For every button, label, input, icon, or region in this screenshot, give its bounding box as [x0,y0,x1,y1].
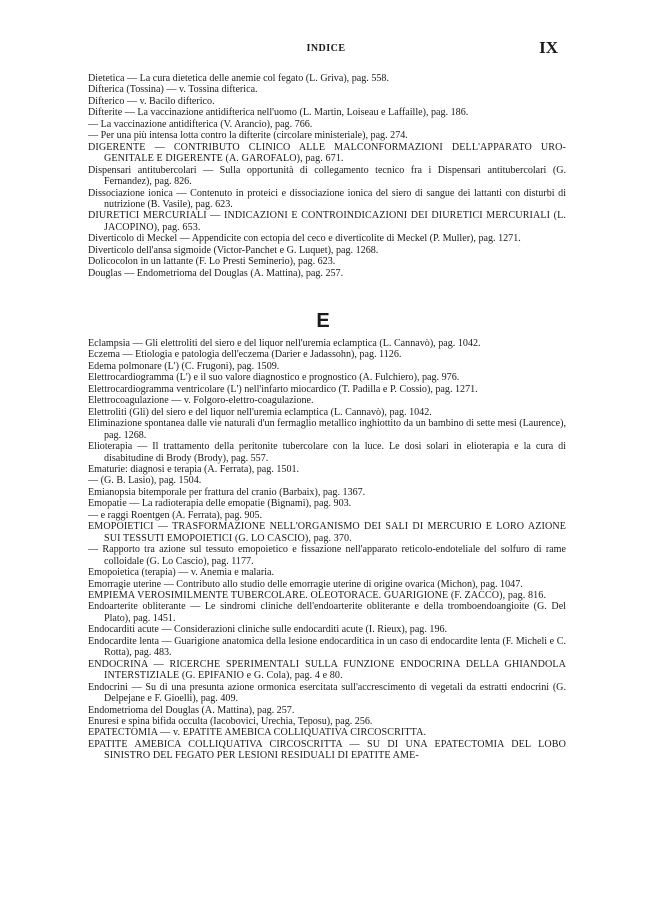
entry-text: del Douglas (A. Mattina), pag. 257. [150,704,295,716]
entry-headword: Diverticolo [88,244,134,256]
running-head: INDICE [306,43,346,54]
entry-text: antitubercolari — Sulla opportunità di collegamento tecnico fra i Dispensari antitubercolari (G. Fernandez), pag. 826. [104,164,567,188]
entry-headword: Edema [88,360,117,372]
entry-headword: — [88,130,99,142]
page-number: IX [539,38,558,57]
index-entry [88,233,566,244]
index-entry [88,659,566,682]
entry-text: spontanea dalle vie naturali d'un fermaglio metallico inghiottito da un bambino di sette mesi (Laurence), pag. 1268. [104,418,566,441]
entry-text: La vaccinazione antidifterica (V. Arancio), pag. 766. [100,118,313,130]
entry-text: (L') e il suo valore diagnostico e prognostico (A. Fulchiero), pag. 976. [176,372,460,384]
index-entry [88,636,566,659]
entry-text: — Etiologia e patologia dell'eczema (Darier e Jadassohn), pag. 1126. [122,349,402,361]
entry-headword: Elioterapia [88,441,133,453]
index-entry [88,142,566,165]
entry-headword: Ematurie: [88,463,128,475]
index-section-e [88,338,566,762]
entry-headword: Eliminazione [88,418,142,430]
entry-headword: Dietetica [88,73,125,84]
page-header [88,38,564,60]
entry-headword: Emopoietica [88,567,140,579]
entry-text: — Endometrioma del Douglas (A. Mattina), pag. 257. [124,267,344,279]
entry-headword: EPATITE [88,738,128,750]
entry-text: bitemporale per frattura del cranio (Barbaix), pag. 1367. [138,486,366,498]
entry-headword: Enuresi [88,715,119,727]
entry-headword: Dissociazione [88,187,145,199]
entry-headword: Elettrocardiogramma [88,383,174,395]
entry-headword: — [88,118,99,130]
entry-headword: Endoarterite [88,601,138,613]
index-entry [88,84,566,95]
entry-headword: Endocardite [88,635,137,647]
entry-text: VEROSIMILMENTE TUBERCOLARE. OLEOTORACE. GUARIGIONE (F. ZACCO), pag. 816. [137,589,547,601]
entry-headword: Endocrini [88,681,128,693]
entry-text: (terapia) — v. Anemia e malaria. [141,567,275,579]
entry-headword: Emorragie [88,578,131,590]
entry-headword: Eclampsia [88,338,131,349]
entry-text: (Gli) del siero e del liquor nell'uremia eclamptica (L. Cannavò), pag. 1042. [129,406,432,418]
entry-text: — v. EPATITE AMEBICA COLLIQUATIVA CIRCOSCRITTA. [160,727,427,739]
index-entry [88,487,566,498]
index-entry [88,682,566,705]
index-entry [88,384,566,395]
entry-headword: Endocarditi [88,624,136,636]
entry-text: Rapporto tra azione sul tessuto emopoietico e fissazione nell'apparato reticolo-endoteliale del solfuro di rame colloidale (G. Lo Cascio), pag. 1177. [102,544,566,567]
entry-headword: Difterite [88,107,123,119]
index-entry [88,361,566,372]
entry-headword: EPATECTOMIA [88,727,158,739]
entry-headword: Dispensari [88,164,132,176]
index-entry [88,727,566,738]
entry-text: obliterante — Le sindromi cliniche dell'endoarterite obliterante e della tromboendoangioite (G. Del Plato), pag. 1451. [104,601,566,624]
entry-headword: — [88,509,99,521]
entry-text: — v. Bacilo difterico. [126,95,215,107]
entry-text: — La cura dietetica delle anemie col fegato (L. Griva), pag. 558. [126,73,390,84]
index-entry [88,510,566,521]
entry-text: ventricolare (L') nell'infarto miocardico (T. Padilla e P. Cossio), pag. 1271. [176,383,478,395]
index-entry [88,544,566,567]
entry-headword: — [88,475,99,487]
index-entry [88,130,566,141]
entry-text: — Gli elettroliti del siero e del liquor nell'uremia eclamptica (L. Cannavò), pag. 1042. [132,338,481,349]
index-entry [88,521,566,544]
index-entry [88,349,566,360]
index-entry [88,210,566,233]
index-entry [88,705,566,716]
entry-text: (G. B. Lasio), pag. 1504. [100,475,202,487]
index-section-d [88,73,566,279]
index-entry [88,579,566,590]
index-entry [88,395,566,406]
entry-text: polmonare (L') (C. Frugoni), pag. 1509. [118,360,280,372]
index-entry [88,475,566,486]
index-entry [88,590,566,601]
entry-text: uterine — Contributo allo studio delle emorragie uterine di origine ovarica (Michon), pag. 1047. [133,578,523,590]
entry-text: e spina bifida occulta (Iacobovici, Urechia, Teposu), pag. 256. [121,715,373,727]
index-entry [88,73,566,84]
index-entry [88,245,566,256]
entry-text: di Meckel — Appendicite con ectopia del ceco e diverticolite di Meckel (P. Muller), pag. 1271. [136,233,521,245]
index-entry [88,739,566,762]
entry-text: — La radioterapia delle emopatie (Bignami), pag. 903. [129,498,352,510]
index-entry [88,716,566,727]
index-entry [88,268,566,279]
entry-headword: Emianopsia [88,486,136,498]
index-entry [88,624,566,635]
index-entry [88,119,566,130]
entry-headword: Difterico [88,95,125,107]
entry-text: MERCURIALI — INDICAZIONI E CONTROINDICAZIONI DEI DIURETICI MERCURIALI (L. JACOPINO), pag. 653. [104,210,567,233]
entry-text: e raggi Roentgen (A. Ferrata), pag. 905. [100,509,263,521]
entry-headword: Endometrioma [88,704,148,716]
index-entry [88,441,566,464]
entry-headword: Elettrocardiogramma [88,372,174,384]
entry-text: in un lattante (F. Lo Presti Seminerio), pag. 623. [140,256,336,268]
entry-text: (Tossina) — v. Tossina difterica. [126,84,258,96]
index-entry [88,372,566,383]
index-entry [88,418,566,441]
index-entry [88,407,566,418]
entry-text: — Il trattamento della peritonite tubercolare con la luce. Le dosi solari in elioterapia e la cura di disabitudine di Brody (Brody), pag. 557. [104,441,567,464]
entry-text: — Su di una presunta azione ormonica esercitata sull'accrescimento di vegetali da estratti endocrini (G. Delpejane e F. Gioelli), pag. 409. [104,681,566,705]
index-entry [88,498,566,509]
entry-text: dell'ansa sigmoide (Victor-Panchet e G. Luquet), pag. 1268. [136,244,379,256]
index-entry [88,96,566,107]
entry-headword: Elettroliti [88,406,127,418]
entry-text: Per una più intensa lotta contro la difterite (circolare ministeriale), pag. 274. [100,130,408,142]
entry-headword: Emopatie [88,498,127,510]
entry-text: — RICERCHE SPERIMENTALI SULLA FUNZIONE ENDOCRINA DELLA GHIANDOLA INTERSTIZIALE (G. EPIFANIO e G. Cola), pag. 4 e 80. [104,658,567,682]
entry-headword: Eczema [88,349,120,361]
entry-text: ionica — Contenuto in proteici e dissociazione ionica del siero di sangue dei lattanti con disturbi di nutrizione (B. Vasile), pag. 623. [104,187,566,210]
index-entry [88,107,566,118]
entry-text: — TRASFORMAZIONE NELL'ORGANISMO DEI SALI DI MERCURIO E LORO AZIONE SUI TESSUTI EMOPOIETICI (G. LO CASCIO), pag. 370. [104,521,567,544]
entry-headword: — [88,544,99,556]
entry-headword: Diverticolo [88,233,134,245]
entry-headword: EMPIEMA [88,589,135,601]
entry-text: AMEBICA COLLIQUATIVA CIRCOSCRITTA — SU DI UNA EPATECTOMIA DEL LOBO SINISTRO DEL FEGATO PER LESIONI RESIDUALI DI EPATITE AME- [104,738,566,762]
entry-text: — v. Folgoro-elettro-coagulazione. [171,395,314,407]
entry-text: diagnosi e terapia (A. Ferrata), pag. 1501. [130,463,300,475]
entry-headword: Elettrocoagulazione [88,395,169,407]
entry-headword: DIGERENTE [88,141,146,153]
index-entry [88,464,566,475]
entry-headword: Difterica [88,84,124,96]
index-entry [88,165,566,188]
index-entry [88,188,566,211]
entry-text: — La vaccinazione antidifterica nell'uomo (L. Martin, Loiseau e Laffaille), pag. 186. [124,107,469,119]
index-entry [88,601,566,624]
entry-headword: Dolicocolon [88,256,138,268]
entry-headword: Douglas [88,267,122,279]
entry-text: lenta — Guarigione anatomica della lesione endocarditica in un caso di endocardite lenta (F. Micheli e C. Rotta), pag. 483. [104,635,566,659]
index-entry [88,567,566,578]
entry-headword: EMOPOIETICI [88,521,154,533]
letter-heading-e: E [316,310,330,332]
entry-headword: DIURETICI [88,210,140,222]
index-entry [88,338,566,349]
index-entry [88,256,566,267]
entry-headword: ENDOCRINA [88,658,148,670]
entry-text: — CONTRIBUTO CLINICO ALLE MALCONFORMAZIONI DELL'APPARATO URO-GENITALE E DIGERENTE (A. GAROFALO), pag. 671. [104,141,566,165]
entry-text: acute — Considerazioni cliniche sulle endocarditi acute (I. Rieux), pag. 196. [137,624,448,636]
